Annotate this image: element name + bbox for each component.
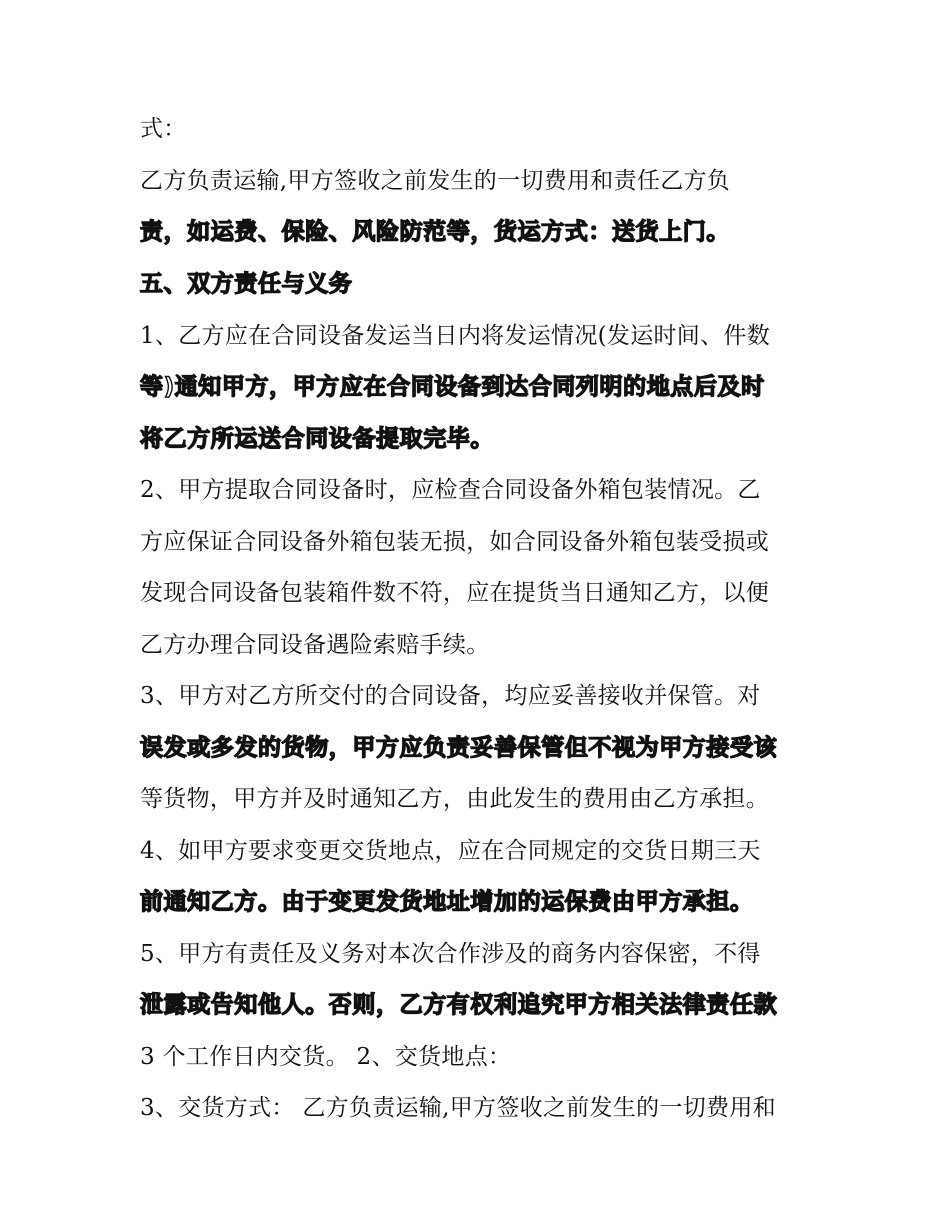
text-line-11: 乙方办理合同设备遇险索赔手续。	[140, 632, 490, 658]
text-line-1: 式：	[140, 116, 187, 142]
text-line-10: 发现合同设备包装箱件数不符，应在提货当日通知乙方，以便	[140, 580, 770, 606]
text-line-9: 方应保证合同设备外箱包装无损，如合同设备外箱包装受损或	[140, 529, 770, 555]
text-line-15: 4、如甲方要求变更交货地点，应在合同规定的交货日期三天	[140, 838, 761, 864]
text-line-17: 5、甲方有责任及义务对本次合作涉及的商务内容保密，不得	[140, 941, 761, 967]
text-line-16: 前通知乙方。由于变更发货地址增加的运保费由甲方承担。	[140, 889, 754, 915]
text-line-19: 3 个工作日内交货。 2、交货地点：	[140, 1044, 512, 1070]
text-line-6: 等)通知甲方，甲方应在合同设备到达合同列明的地点后及时	[140, 374, 765, 400]
text-line-14: 等货物，甲方并及时通知乙方，由此发生的费用由乙方承担。	[140, 786, 770, 812]
text-line-13: 误发或多发的货物，甲方应负责妥善保管但不视为甲方接受该	[140, 735, 778, 761]
text-line-8: 2、甲方提取合同设备时，应检查合同设备外箱包装情况。乙	[140, 477, 761, 503]
section-heading: 五、双方责任与义务	[140, 271, 353, 297]
text-line-2: 乙方负责运输,甲方签收之前发生的一切费用和责任乙方负	[140, 168, 731, 194]
text-line-18: 泄露或告知他人。否则，乙方有权利追究甲方相关法律责任款	[140, 992, 778, 1018]
text-line-5: 1、乙方应在合同设备发运当日内将发运情况(发运时间、件数	[140, 323, 771, 349]
text-line-3: 责，如运费、保险、风险防范等，货运方式：送货上门。	[140, 219, 730, 245]
text-line-12: 3、甲方对乙方所交付的合同设备，均应妥善接收并保管。对	[140, 683, 761, 709]
text-line-20: 3、交货方式： 乙方负责运输,甲方签收之前发生的一切费用和	[140, 1095, 776, 1121]
text-line-7: 将乙方所运送合同设备提取完毕。	[140, 426, 494, 452]
